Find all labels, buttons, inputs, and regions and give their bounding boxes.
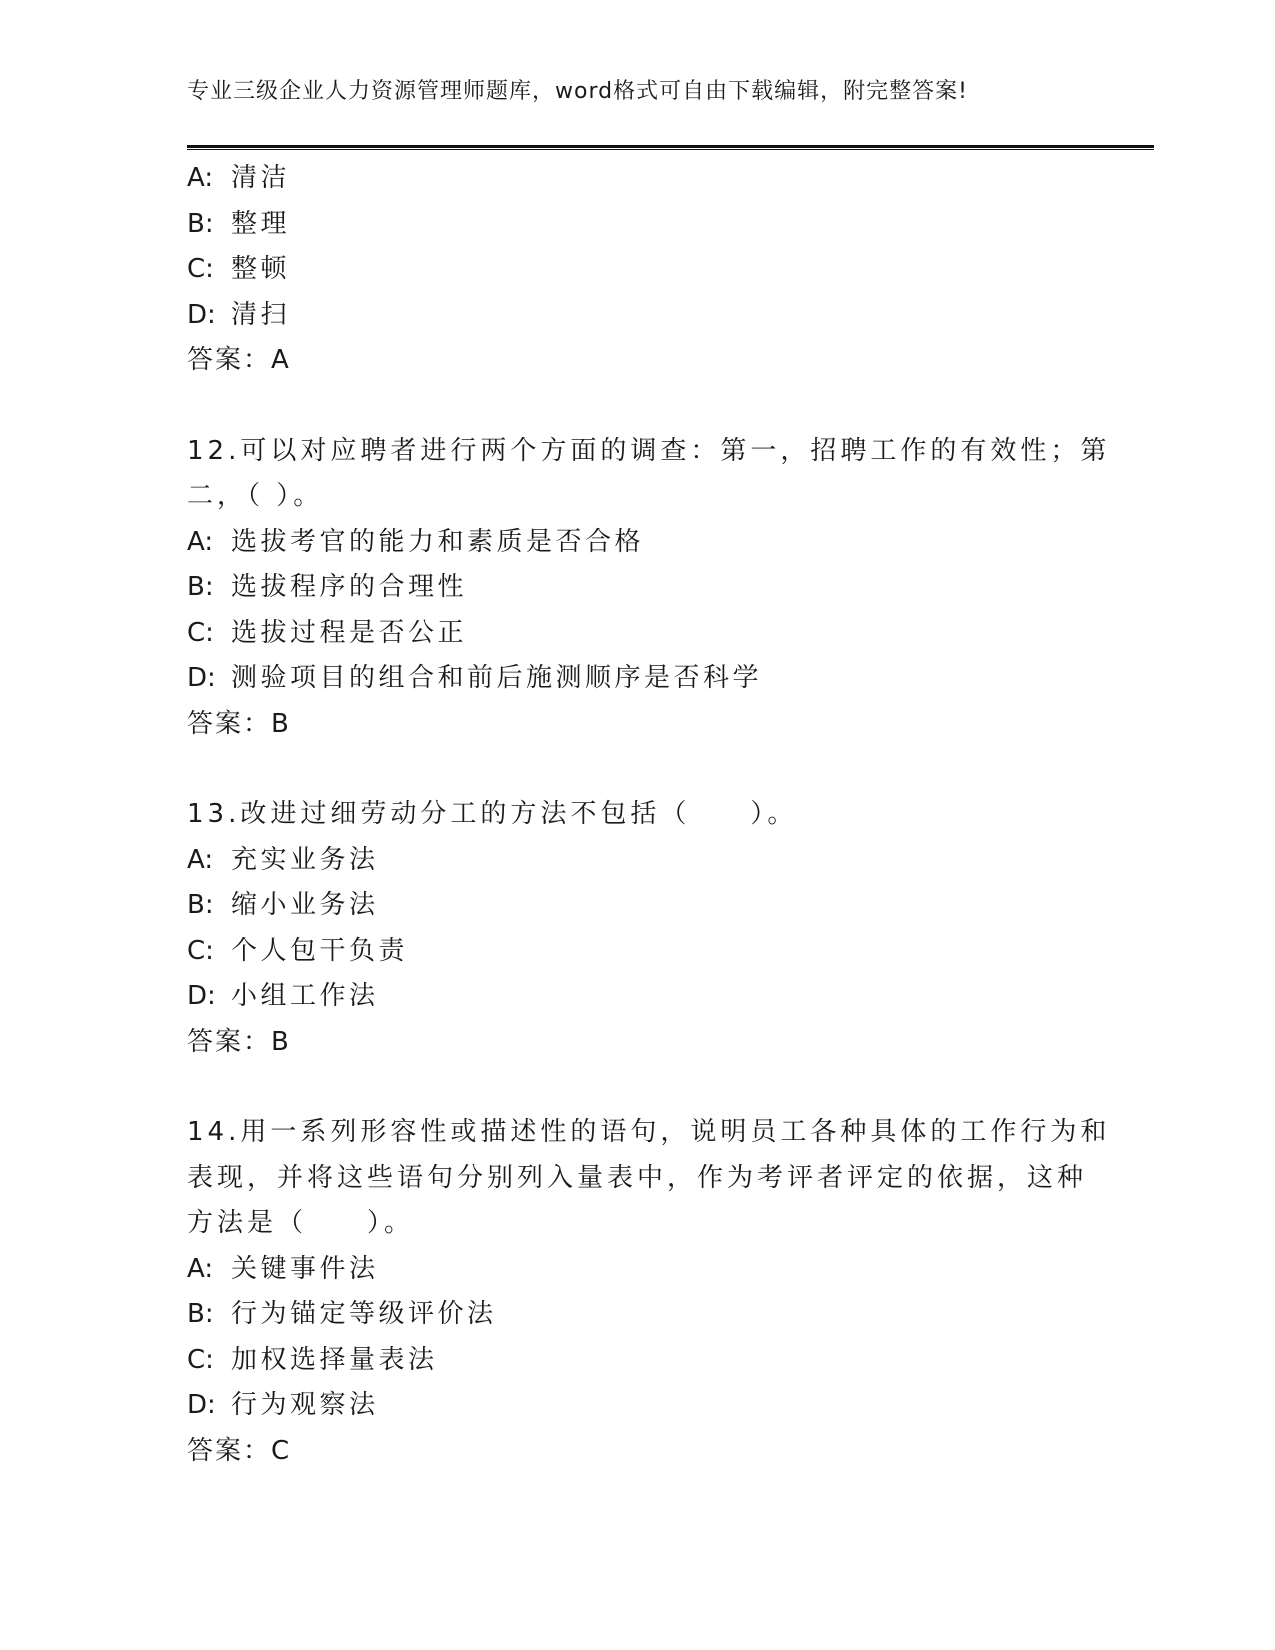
answer-line: 答案：B	[187, 708, 291, 739]
page-header: 专业三级企业人力资源管理师题库，word格式可自由下载编辑，附完整答案!	[187, 79, 968, 104]
option-row	[187, 1247, 1087, 1293]
option-letter: D:	[187, 981, 216, 1011]
option-row	[187, 293, 1087, 339]
option-row	[187, 656, 1087, 702]
option-text: 行为观察法	[231, 1390, 379, 1420]
question-line: 12.可以对应聘者进行两个方面的调查：第一，招聘工作的有效性；第	[187, 435, 1111, 466]
question-line: 方法是（ ）。	[187, 1208, 415, 1238]
option-text: 清扫	[231, 299, 291, 330]
option-letter: A:	[187, 844, 214, 875]
option-letter: C:	[187, 1344, 214, 1375]
option-row	[187, 1338, 1087, 1384]
question-line: 表现，并将这些语句分别列入量表中，作为考评者评定的依据，这种	[187, 1162, 1088, 1193]
option-letter: C:	[187, 254, 214, 284]
option-letter: D:	[187, 1390, 216, 1420]
option-text: 关键事件法	[231, 1253, 379, 1284]
question-list	[187, 156, 1111, 1474]
block-spacer	[187, 747, 1087, 792]
option-letter: B:	[187, 890, 214, 920]
block-spacer	[187, 1065, 1087, 1110]
option-row	[187, 156, 1087, 202]
option-text: 整理	[231, 208, 291, 239]
option-text: 行为锚定等级评价法	[231, 1299, 497, 1329]
question-block	[187, 1110, 1111, 1474]
question-text	[187, 792, 1087, 838]
question-block	[187, 156, 1087, 384]
option-letter: D:	[187, 663, 216, 693]
option-letter: C:	[187, 935, 214, 966]
option-row	[187, 565, 1087, 611]
header-divider	[187, 145, 1154, 150]
option-letter: C:	[187, 617, 214, 648]
option-letter: B:	[187, 1299, 214, 1329]
option-row	[187, 247, 1087, 293]
question-block	[187, 429, 1111, 748]
option-letter: D:	[187, 299, 216, 330]
option-row	[187, 1292, 1087, 1338]
question-text	[187, 1110, 1111, 1247]
option-letter: B:	[187, 572, 214, 602]
answer-line: 答案：C	[187, 1435, 292, 1466]
option-text: 个人包干负责	[231, 935, 409, 966]
option-text: 选拔考官的能力和素质是否合格	[231, 526, 645, 557]
option-text: 小组工作法	[231, 981, 379, 1011]
option-row	[187, 974, 1087, 1020]
question-text	[187, 429, 1111, 520]
option-text: 测验项目的组合和前后施测顺序是否科学	[231, 663, 763, 693]
block-spacer	[187, 384, 1087, 429]
question-line: 14.用一系列形容性或描述性的语句，说明员工各种具体的工作行为和	[187, 1117, 1111, 1147]
option-letter: A:	[187, 526, 214, 557]
option-row	[187, 520, 1087, 566]
answer-line: 答案：B	[187, 1026, 291, 1057]
option-text: 整顿	[231, 254, 291, 284]
option-text: 缩小业务法	[231, 890, 379, 920]
option-row	[187, 838, 1087, 884]
option-letter: A:	[187, 163, 214, 193]
option-row	[187, 611, 1087, 657]
option-text: 加权选择量表法	[231, 1344, 438, 1375]
option-letter: B:	[187, 208, 214, 239]
option-row	[187, 929, 1087, 975]
option-row	[187, 1383, 1087, 1429]
question-line: 13.改进过细劳动分工的方法不包括（ ）。	[187, 799, 798, 829]
option-letter: A:	[187, 1253, 214, 1284]
option-text: 选拔过程是否公正	[231, 617, 468, 648]
option-text: 选拔程序的合理性	[231, 572, 468, 602]
option-row	[187, 883, 1087, 929]
option-text: 充实业务法	[231, 844, 379, 875]
answer-line: 答案：A	[187, 345, 291, 375]
question-block	[187, 792, 1087, 1065]
option-row	[187, 202, 1087, 248]
question-line: 二，（ ）。	[187, 481, 324, 511]
option-text: 清洁	[231, 163, 291, 193]
